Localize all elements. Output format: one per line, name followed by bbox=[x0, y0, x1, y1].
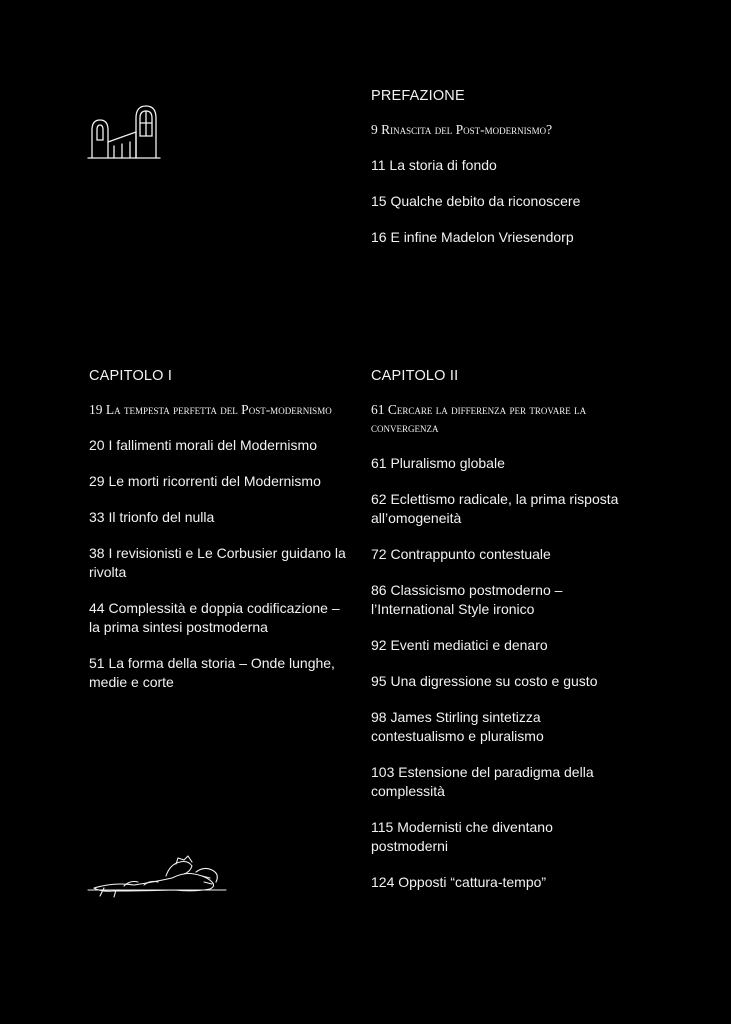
toc-entry: 92 Eventi mediatici e denaro bbox=[371, 637, 548, 653]
toc-entry: 9 Rinascita del Post-modernismo? bbox=[371, 122, 553, 137]
toc-entry: 19 La tempesta perfetta del Post-modernismo bbox=[89, 402, 332, 417]
toc-entry: 29 Le morti ricorrenti del Modernismo bbox=[89, 473, 321, 489]
toc-entry: 95 Una digressione su costo e gusto bbox=[371, 673, 598, 689]
toc-entry: 61 Cercare la differenza per trovare la convergenza bbox=[371, 402, 587, 435]
toc-entry: 38 I revisionisti e Le Corbusier guidano la rivolta bbox=[89, 545, 346, 580]
capitolo-1-section bbox=[89, 368, 351, 709]
prefazione-section bbox=[371, 88, 671, 264]
prefazione-heading: PREFAZIONE bbox=[371, 88, 465, 104]
toc-entry: 115 Modernisti che diventano postmoderni bbox=[371, 819, 553, 854]
toc-entry: 11 La storia di fondo bbox=[371, 157, 497, 173]
toc-entry: 124 Opposti “cattura-tempo” bbox=[371, 874, 547, 890]
toc-entry: 61 Pluralismo globale bbox=[371, 455, 505, 471]
toc-entry: 44 Complessità e doppia codificazione – la prima sintesi postmoderna bbox=[89, 600, 340, 635]
toc-entry: 72 Contrappunto contestuale bbox=[371, 546, 551, 562]
toc-entry: 33 Il trionfo del nulla bbox=[89, 509, 215, 525]
toc-entry: 86 Classicismo postmoderno – l’International Style ironico bbox=[371, 582, 563, 617]
toc-entry: 103 Estensione del paradigma della complessità bbox=[371, 764, 594, 799]
capitolo-2-heading: CAPITOLO II bbox=[371, 368, 459, 384]
toc-entry: 51 La forma della storia – Onde lunghe, medie e corte bbox=[89, 655, 335, 690]
toc-entry: 20 I fallimenti morali del Modernismo bbox=[89, 437, 317, 453]
capitolo-2-section bbox=[371, 368, 621, 909]
toc-entry: 98 James Stirling sintetizza contestualismo e pluralismo bbox=[371, 709, 544, 744]
reclining-figure-sketch-icon bbox=[84, 852, 234, 902]
toc-entry: 15 Qualche debito da riconoscere bbox=[371, 193, 581, 209]
toc-entry: 62 Eclettismo radicale, la prima risposta all’omogeneità bbox=[371, 491, 619, 526]
toc-entry: 16 E infine Madelon Vriesendorp bbox=[371, 229, 574, 245]
capitolo-1-heading: CAPITOLO I bbox=[89, 368, 173, 384]
building-sketch-icon bbox=[84, 100, 164, 164]
